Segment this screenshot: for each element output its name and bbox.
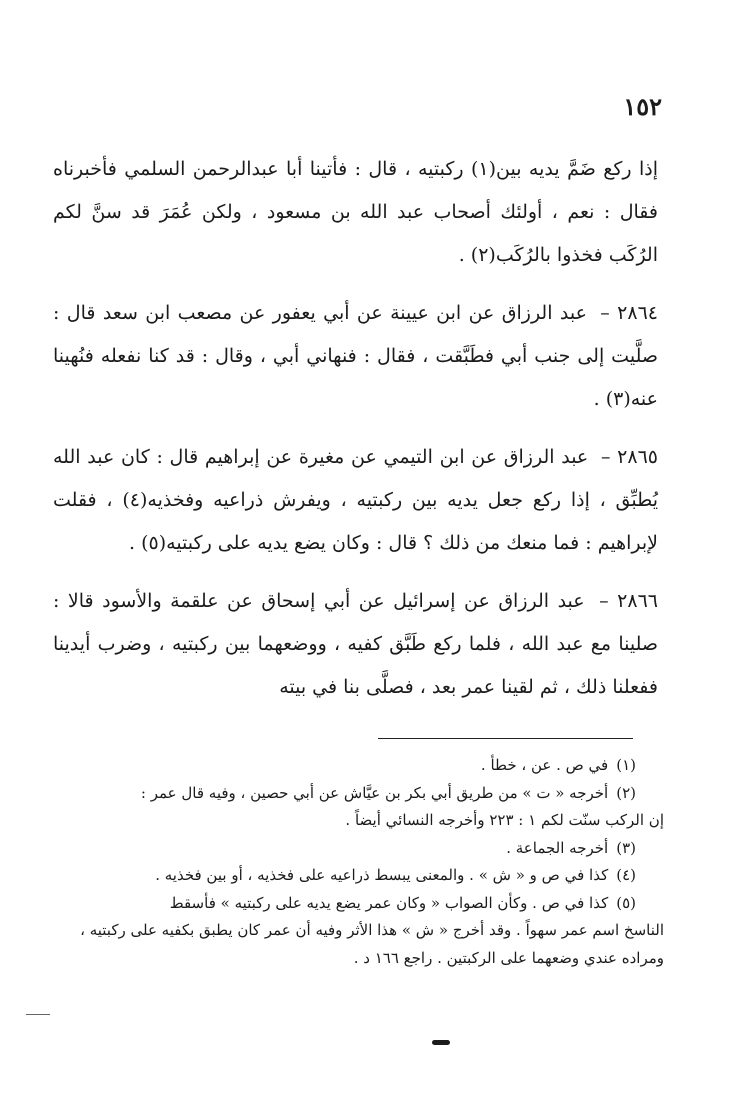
hadith-number: ٢٨٦٦ – [599,590,658,612]
footnote-number: (٥) [616,893,636,912]
footnote-3 [56,835,636,863]
footnotes [56,752,664,972]
hadith-2865 [53,436,658,565]
margin-mark [26,1014,50,1015]
footnote-5-continuation [56,917,664,972]
hadith-number: ٢٨٦٤ – [600,302,658,324]
footnote-2 [56,780,636,808]
footnote-text: كذا في ص . وكأن الصواب « وكان عمر يضع يديه على ركبتيه » فأسقط [169,893,609,912]
footnote-number: (٢) [616,783,636,802]
footnote-text: كذا في ص و « ش » . والمعنى يبسط ذراعيه على فخذيه ، أو بين فخذيه . [155,866,609,884]
footnote-text: الناسخ اسم عمر سهواً . وقد أخرج « ش » هذا الأثر وفيه أن عمر كان يطبق بكفيه على ركبتيه ، ومراده عندي وضعهما على الركبتين . راجع ١٦٦ د . [80,921,664,967]
footnote-text: إن الركب سنّت لكم ١ : ٢٢٣ وأخرجه النسائي أيضاً . [345,811,664,829]
footnote-text: في ص . عن ، خطأ . [480,756,609,774]
footnote-number: (١) [616,756,636,774]
hadith-2864 [53,292,658,421]
footnote-5 [56,890,636,918]
footnote-4 [56,862,636,890]
paragraph-continuation [53,148,658,277]
footnote-divider [378,738,633,739]
hadith-text: عبد الرزاق عن ابن التيمي عن مغيرة عن إبراهيم قال : كان عبد الله يُطبِّق ، إذا ركع جعل يديه بين ركبتيه ، ويفرش ذراعيه وفخذيه(٤) ، فقلت لإبراهيم : فما منعك من ذلك ؟ قال : وكان يضع يديه على ركبتيه(٥) . [53,446,658,554]
footnote-1 [56,752,636,780]
bottom-ink-mark [432,1040,450,1045]
hadith-number: ٢٨٦٥ – [600,446,658,468]
footnote-number: (٤) [616,866,636,884]
footnote-2-continuation [56,807,664,835]
main-text [53,148,658,724]
hadith-2866 [53,580,658,709]
page-number: ١٥٢ [623,92,662,121]
footnote-text: أخرجه « ت » من طريق أبي بكر بن عيَّاش عن أبي حصين ، وفيه قال عمر : [140,783,609,802]
paragraph-text: إذا ركع ضَمَّ يديه بين(١) ركبتيه ، قال : فأتينا أبا عبدالرحمن السلمي فأخبرناه فقال : نعم ، أولئك أصحاب عبد الله بن مسعود ، ولكن عُمَرَ قد سنَّ لكم الرُكَب فخذوا بالرُكَب(٢) . [53,158,658,266]
footnote-number: (٣) [616,838,636,857]
footnote-text: أخرجه الجماعة . [506,838,609,857]
hadith-text: عبد الرزاق عن ابن عيينة عن أبي يعفور عن مصعب ابن سعد قال : صلَّيت إلى جنب أبي فطَبَّقت ، فقال : فنهاني أبي ، وقال : قد كنا نفعله فنُهينا عنه(٣) . [53,302,658,410]
hadith-text: عبد الرزاق عن إسرائيل عن أبي إسحاق عن علقمة والأسود قالا : صلينا مع عبد الله ، فلما ركع طَبَّق كفيه ، ووضعهما بين ركبتيه ، وضرب أيدينا ففعلنا ذلك ، ثم لقينا عمر بعد ، فصلَّى بنا في بيته [53,590,658,698]
